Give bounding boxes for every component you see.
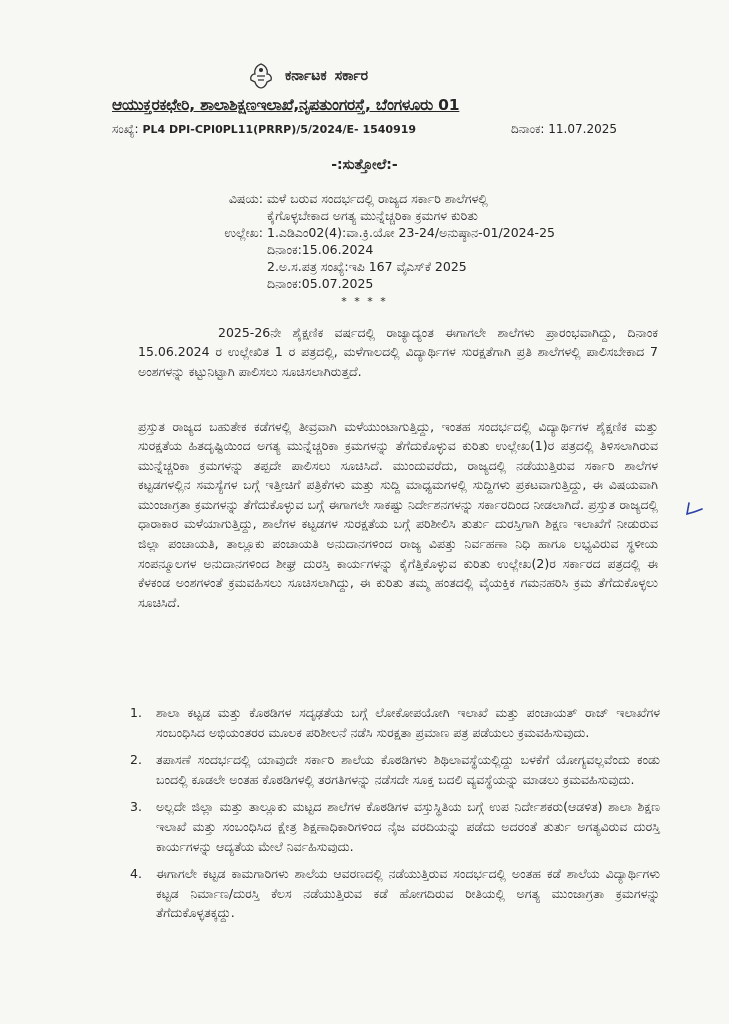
reference-1-line-1: 1.ಎಡಿಎಂ02(4):ವಾ.ಕ್ರಿ.ಯೋ 23-24/ಅನುಷ್ಠಾನ-01/2024-25	[267, 225, 555, 240]
state-emblem-icon	[246, 62, 276, 90]
reference-1-line-2: ದಿನಾಂಕ:15.06.2024	[267, 242, 374, 257]
subject-line-2: ಕೈಗೊಳ್ಳಬೇಕಾದ ಅಗತ್ಯ ಮುನ್ನೆಚ್ಚರಿಕಾ ಕ್ರಮಗಳ ಕುರಿತು	[267, 208, 478, 223]
circular-title: -:ಸುತ್ತೋಲೆ:-	[331, 157, 398, 173]
ref-number: PL4 DPI-CPI0PL11(PRRP)/5/2024/E- 1540919	[142, 123, 417, 136]
list-item	[130, 750, 660, 789]
government-heading	[285, 68, 368, 84]
paragraph-1: 2025-26ನೇ ಶೈಕ್ಷಣಿಕ ವರ್ಷದಲ್ಲಿ ರಾಜ್ಯಾದ್ಯಂತ ಈಗಾಗಲೇ ಶಾಲೆಗಳು ಪ್ರಾರಂಭವಾಗಿದ್ದು, ದಿನಾಂಕ 15.06.2024 ರ ಉಲ್ಲೇಖಿತ 1 ರ ಪತ್ರದಲ್ಲಿ, ಮಳೆಗಾಲದಲ್ಲಿ ವಿದ್ಯಾರ್ಥಿಗಳ ಸುರಕ್ಷತೆಗಾಗಿ ಪ್ರತಿ ಶಾಲೆಗಳಲ್ಲಿ ಪಾಲಿಸಬೇಕಾದ 7 ಅಂಶಗಳನ್ನು ಕಟ್ಟುನಿಟ್ಟಾಗಿ ಪಾಲಿಸಲು ಸೂಚಿಸಲಾಗಿರುತ್ತದೆ.	[138, 324, 658, 379]
handwritten-tick-mark-icon	[683, 500, 705, 520]
govt-name-right: ಸರ್ಕಾರ	[334, 68, 369, 84]
list-item	[130, 864, 660, 923]
govt-name-left: ಕರ್ನಾಟಕ	[285, 68, 327, 84]
subject-block	[205, 190, 605, 292]
instruction-list	[130, 703, 660, 931]
date-value: 11.07.2025	[548, 122, 617, 136]
subject-label: ವಿಷಯ:	[228, 191, 263, 206]
list-item-number: 1.	[130, 705, 142, 720]
paragraph-2: ಪ್ರಸ್ತುತ ರಾಜ್ಯದ ಬಹುತೇಕ ಕಡೆಗಳಲ್ಲಿ ತೀವ್ರವಾಗಿ ಮಳೆಯುಂಟಾಗುತ್ತಿದ್ದು, ಇಂತಹ ಸಂದರ್ಭದಲ್ಲಿ ವಿದ್ಯಾರ್ಥಿಗಳ ಶೈಕ್ಷಣಿಕ ಮತ್ತು ಸುರಕ್ಷತೆಯ ಹಿತದೃಷ್ಟಿಯಿಂದ ಅಗತ್ಯ ಮುನ್ನೆಚ್ಚರಿಕಾ ಕ್ರಮಗಳನ್ನು ತೆಗೆದುಕೊಳ್ಳುವ ಕುರಿತು ಉಲ್ಲೇಖ(1)ರ ಪತ್ರದಲ್ಲಿ ತಿಳಿಸಲಾಗಿರುವ ಮುನ್ನೆಚ್ಚರಿಕಾ ಕ್ರಮಗಳನ್ನು ತಪ್ಪದೇ ಪಾಲಿಸಲು ಸೂಚಿಸಿದೆ. ಮುಂದುವರೆದು, ರಾಜ್ಯದಲ್ಲಿ ನಡೆಯುತ್ತಿರುವ ಸರ್ಕಾರಿ ಶಾಲೆಗಳ ಕಟ್ಟಡಗಳಲ್ಲಿನ ಸಮಸ್ಯೆಗಳ ಬಗ್ಗೆ ಇತ್ತೀಚಿಗೆ ಪತ್ರಿಕೆಗಳು ಮತ್ತು ಸುದ್ದಿ ಮಾಧ್ಯಮಗಳಲ್ಲಿ ಸುದ್ದಿಗಳು ಪ್ರಕಟವಾಗುತ್ತಿದ್ದು, ಈ ವಿಷಯವಾಗಿ ಮುಂಜಾಗ್ರತಾ ಕ್ರಮಗಳನ್ನು ತೆಗೆದುಕೊಳ್ಳುವ ಬಗ್ಗೆ ಈಗಾಗಲೇ ಸಾಕಷ್ಟು ನಿರ್ದೇಶನಗಳನ್ನು ಸರ್ಕಾರದಿಂದ ನೀಡಲಾಗಿದೆ. ಪ್ರಸ್ತುತ ರಾಜ್ಯದಲ್ಲಿ ಧಾರಾಕಾರ ಮಳೆಯಾಗುತ್ತಿದ್ದು, ಶಾಲೆಗಳ ಕಟ್ಟಡಗಳ ಸುರಕ್ಷತೆಯ ಬಗ್ಗೆ ಪರಿಶೀಲಿಸಿ ತುರ್ತು ದುರಸ್ತಿಗಾಗಿ ಶಿಕ್ಷಣ ಇಲಾಖೆಗೆ ನೀಡುರುವ ಜಿಲ್ಲಾ ಪಂಚಾಯತಿ, ತಾಲ್ಲೂಕು ಪಂಚಾಯತಿ ಅನುದಾನಗಳಿಂದ ರಾಜ್ಯ ವಿಪತ್ತು ನಿರ್ವಹಣಾ ನಿಧಿ ಹಾಗೂ ಲಭ್ಯವಿರುವ ಸ್ಥಳೀಯ ಸಂಪನ್ಮೂಲಗಳ ಅನುದಾನಗಳಿಂದ ಶೀಘ್ರ ದುರಸ್ತಿ ಕಾರ್ಯಗಳನ್ನು ಕೈಗೆತ್ತಿಕೊಳ್ಳುವ ಕುರಿತು ಉಲ್ಲೇಖ(2)ರ ಸರ್ಕಾರದ ಪತ್ರದಲ್ಲಿ ಈ ಕೆಳಕಂಡ ಅಂಶಗಳಂತೆ ಕ್ರಮವಹಿಸಲು ಸೂಚಿಸಲಾಗಿದ್ದು, ಈ ಕುರಿತು ತಮ್ಮ ಹಂತದಲ್ಲಿ ವೈಯಕ್ತಿಕ ಗಮನಹರಿಸಿ ಕ್ರಮ ತೆಗೆದುಕೊಳ್ಳಲು ಸೂಚಿಸಿದೆ.	[138, 418, 658, 610]
reference-2-line-2: ದಿನಾಂಕ:05.07.2025	[267, 276, 374, 291]
issue-date	[511, 122, 617, 137]
reference-row	[112, 122, 617, 137]
reference-2-line-1: 2.ಅ.ಸ.ಪತ್ರ ಸಂಖ್ಯೆ:ಇಪಿ 167 ವೈಎಸ್‌ಕೆ 2025	[267, 259, 467, 274]
list-item	[130, 797, 660, 856]
separator-stars: * * * *	[341, 295, 388, 308]
office-heading: ಆಯುಕ್ತರಕಛೇರಿ, ಶಾಲಾಶಿಕ್ಷಣಇಲಾಖೆ,ನೃಪತುಂಗರಸ್ತೆ, ಬೆಂಗಳೂರು 01	[112, 96, 460, 114]
reference-label: ಉಲ್ಲೇಖ:	[224, 225, 263, 240]
list-item-number: 2.	[130, 752, 142, 768]
list-item-text: ಶಾಲಾ ಕಟ್ಟಡ ಮತ್ತು ಕೊಠಡಿಗಳ ಸದೃಢತೆಯ ಬಗ್ಗೆ ಲೋಕೋಪಯೋಗಿ ಇಲಾಖೆ ಮತ್ತು ಪಂಚಾಯತ್ ರಾಜ್ ಇಲಾಖೆಗಳ ಸಂಬಂಧಿಸಿದ ಅಭಿಯಂತರರ ಮೂಲಕ ಪರಿಶೀಲನೆ ನಡೆಸಿ ಸುರಕ್ಷತಾ ಪ್ರಮಾಣ ಪತ್ರ ಪಡೆಯಲು ಕ್ರಮವಹಿಸುವುದು.	[156, 705, 660, 740]
list-item-number: 3.	[130, 799, 142, 815]
list-item-number: 4.	[130, 866, 142, 882]
ref-label: ಸಂಖ್ಯೆ:	[112, 122, 139, 136]
date-label: ದಿನಾಂಕ:	[511, 122, 545, 136]
list-item-text: ಅಲ್ಲದೇ ಜಿಲ್ಲಾ ಮತ್ತು ತಾಲ್ಲೂಕು ಮಟ್ಟದ ಶಾಲೆಗಳ ಕೊಠಡಿಗಳ ವಸ್ತುಸ್ಥಿತಿಯ ಬಗ್ಗೆ ಉಪ ನಿರ್ದೇಶಕರು(ಆಡಳಿತ) ಶಾಲಾ ಶಿಕ್ಷಣ ಇಲಾಖೆ ಮತ್ತು ಸಂಬಂಧಿಸಿದ ಕ್ಷೇತ್ರ ಶಿಕ್ಷಣಾಧಿಕಾರಿಗಳಿಂದ ನೈಜ ವರದಿಯನ್ನು ಪಡೆದು ಅದರಂತೆ ತುರ್ತು ಅಗತ್ಯವಿರುವ ದುರಸ್ತಿ ಕಾರ್ಯಗಳನ್ನು ಆದ್ಯತೆಯ ಮೇಲೆ ನಿರ್ವಹಿಸುವುದು.	[156, 799, 660, 854]
list-item-text: ಈಗಾಗಲೇ ಕಟ್ಟಡ ಕಾಮಗಾರಿಗಳು ಶಾಲೆಯ ಆವರಣದಲ್ಲಿ ನಡೆಯುತ್ತಿರುವ ಸಂದರ್ಭದಲ್ಲಿ ಅಂತಹ ಕಡೆ ಶಾಲೆಯ ವಿದ್ಯಾರ್ಥಿಗಳು ಕಟ್ಟಡ ನಿರ್ಮಾಣ/ದುರಸ್ತಿ ಕೆಲಸ ನಡೆಯುತ್ತಿರುವ ಕಡೆ ಹೋಗದಿರುವ ರೀತಿಯಲ್ಲಿ ಅಗತ್ಯ ಮುಂಜಾಗ್ರತಾ ಕ್ರಮಗಳನ್ನು ತೆಗೆದುಕೊಳ್ಳತಕ್ಕದ್ದು.	[156, 866, 660, 921]
subject-line-1: ಮಳೆ ಬರುವ ಸಂದರ್ಭದಲ್ಲಿ ರಾಜ್ಯದ ಸರ್ಕಾರಿ ಶಾಲೆಗಳಲ್ಲಿ	[267, 191, 488, 206]
list-item	[130, 703, 660, 742]
list-item-text: ತಪಾಸಣೆ ಸಂದರ್ಭದಲ್ಲಿ ಯಾವುದೇ ಸರ್ಕಾರಿ ಶಾಲೆಯ ಕೊಠಡಿಗಳು ಶಿಥಿಲಾವಸ್ಥೆಯಲ್ಲಿದ್ದು ಬಳಕೆಗೆ ಯೋಗ್ಯವಲ್ಲವೆಂದು ಕಂಡು ಬಂದಲ್ಲಿ ಕೂಡಲೇ ಅಂತಹ ಕೊಠಡಿಗಳಲ್ಲಿ ತರಗತಿಗಳನ್ನು ನಡೆಸದೇ ಸೂಕ್ತ ಬದಲಿ ವ್ಯವಸ್ಥೆಯನ್ನು ಮಾಡಲು ಕ್ರಮವಹಿಸುವುದು.	[156, 752, 660, 787]
